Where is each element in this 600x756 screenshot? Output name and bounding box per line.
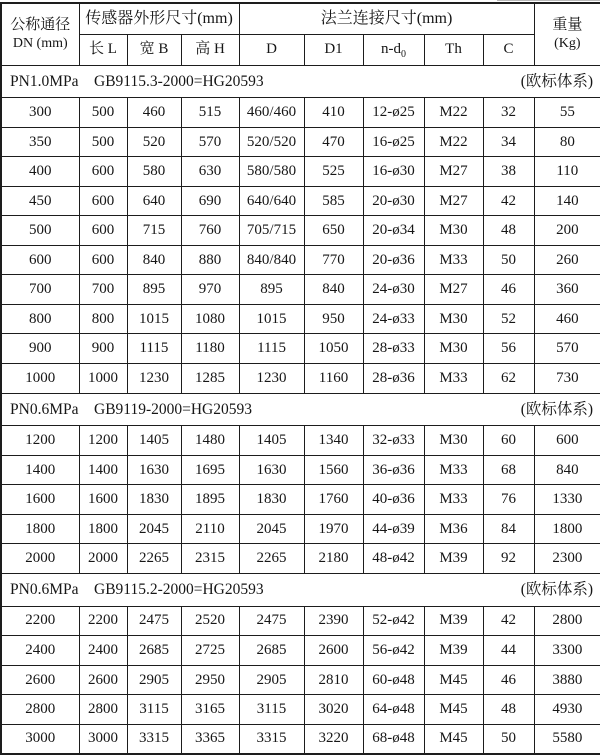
table-cell: 2685 bbox=[127, 636, 181, 666]
table-cell: 580 bbox=[127, 157, 181, 187]
standard-code-label: GB9115.3-2000=HG20593 bbox=[94, 72, 264, 90]
table-cell: 2950 bbox=[181, 665, 239, 695]
table-cell: 705/715 bbox=[239, 216, 304, 246]
table-cell: 770 bbox=[304, 245, 363, 275]
table-cell: M36 bbox=[424, 514, 483, 544]
table-cell: M45 bbox=[424, 724, 483, 754]
table-cell: 950 bbox=[304, 304, 363, 334]
table-cell: 2520 bbox=[181, 606, 239, 636]
table-row bbox=[1, 245, 600, 275]
table-cell: 900 bbox=[79, 334, 127, 364]
table-cell: 2800 bbox=[1, 695, 79, 725]
table-cell: 140 bbox=[534, 186, 600, 216]
table-body bbox=[1, 65, 600, 754]
standard-system-note: (欧标体系) bbox=[520, 581, 594, 599]
table-cell: 2265 bbox=[127, 544, 181, 574]
table-row bbox=[1, 98, 600, 128]
table-cell: 60-ø48 bbox=[363, 665, 424, 695]
table-cell: 44 bbox=[483, 636, 534, 666]
table-cell: 42 bbox=[483, 186, 534, 216]
table-cell: 1015 bbox=[239, 304, 304, 334]
table-cell: M27 bbox=[424, 186, 483, 216]
table-cell: 2045 bbox=[239, 514, 304, 544]
table-cell: 1560 bbox=[304, 455, 363, 485]
table-cell: 52 bbox=[483, 304, 534, 334]
table-cell: 1830 bbox=[127, 485, 181, 515]
table-cell: 1695 bbox=[181, 455, 239, 485]
table-cell: 500 bbox=[79, 127, 127, 157]
table-row bbox=[1, 636, 600, 666]
table-cell: 1080 bbox=[181, 304, 239, 334]
table-cell: 2180 bbox=[304, 544, 363, 574]
table-cell: 1400 bbox=[1, 455, 79, 485]
table-cell: 2000 bbox=[1, 544, 79, 574]
dn-unit-label: DN (mm) bbox=[12, 35, 68, 51]
header-row-subcolumns bbox=[1, 34, 600, 65]
table-cell: 715 bbox=[127, 216, 181, 246]
table-cell: 640/640 bbox=[239, 186, 304, 216]
n-d-subscript: 0 bbox=[401, 49, 407, 61]
table-cell: 2300 bbox=[534, 544, 600, 574]
table-cell: 3000 bbox=[1, 724, 79, 754]
table-cell: 2600 bbox=[1, 665, 79, 695]
table-cell: 50 bbox=[483, 245, 534, 275]
table-cell: 1285 bbox=[181, 363, 239, 393]
table-cell: 2265 bbox=[239, 544, 304, 574]
section-header-content bbox=[2, 580, 600, 599]
table-cell: 80 bbox=[534, 127, 600, 157]
table-cell: 2000 bbox=[79, 544, 127, 574]
table-cell: M39 bbox=[424, 606, 483, 636]
col-header-d1: D1 bbox=[304, 34, 363, 65]
sensor-dimensions-group-header: 传感器外形尺寸(mm) bbox=[79, 3, 239, 34]
standard-system-note: (欧标体系) bbox=[520, 400, 594, 418]
table-row bbox=[1, 186, 600, 216]
table-cell: 3220 bbox=[304, 724, 363, 754]
table-cell: 260 bbox=[534, 245, 600, 275]
table-row bbox=[1, 665, 600, 695]
table-cell: 800 bbox=[1, 304, 79, 334]
table-cell: 470 bbox=[304, 127, 363, 157]
table-cell: 1630 bbox=[239, 455, 304, 485]
table-cell: 1015 bbox=[127, 304, 181, 334]
table-cell: 20-ø30 bbox=[363, 186, 424, 216]
table-cell: 62 bbox=[483, 363, 534, 393]
table-cell: 1340 bbox=[304, 426, 363, 456]
col-header-c: C bbox=[483, 34, 534, 65]
flange-dimensions-group-header: 法兰连接尺寸(mm) bbox=[239, 3, 534, 34]
table-cell: 1330 bbox=[534, 485, 600, 515]
table-cell: 1405 bbox=[127, 426, 181, 456]
table-cell: 40-ø36 bbox=[363, 485, 424, 515]
table-cell: 4930 bbox=[534, 695, 600, 725]
table-row bbox=[1, 485, 600, 515]
table-cell: 16-ø25 bbox=[363, 127, 424, 157]
section-header-content bbox=[2, 72, 600, 91]
table-cell: M30 bbox=[424, 304, 483, 334]
table-cell: M33 bbox=[424, 455, 483, 485]
section-header-row bbox=[1, 65, 600, 98]
table-cell: 2725 bbox=[181, 636, 239, 666]
table-cell: 500 bbox=[1, 216, 79, 246]
table-cell: 2810 bbox=[304, 665, 363, 695]
table-cell: 64-ø48 bbox=[363, 695, 424, 725]
table-cell: 2390 bbox=[304, 606, 363, 636]
table-cell: 600 bbox=[79, 157, 127, 187]
weight-unit-label: (Kg) bbox=[554, 35, 581, 51]
table-cell: 600 bbox=[79, 186, 127, 216]
table-cell: 400 bbox=[1, 157, 79, 187]
table-cell: 970 bbox=[181, 275, 239, 305]
table-cell: 20-ø34 bbox=[363, 216, 424, 246]
table-cell: 2600 bbox=[79, 665, 127, 695]
table-cell: 800 bbox=[79, 304, 127, 334]
table-cell: 1180 bbox=[181, 334, 239, 364]
table-cell: 68-ø48 bbox=[363, 724, 424, 754]
table-cell: 12-ø25 bbox=[363, 98, 424, 128]
table-cell: 840 bbox=[534, 455, 600, 485]
table-cell: 1200 bbox=[1, 426, 79, 456]
table-cell: 16-ø30 bbox=[363, 157, 424, 187]
table-cell: M33 bbox=[424, 245, 483, 275]
table-cell: 2315 bbox=[181, 544, 239, 574]
header-row-groups bbox=[1, 3, 600, 34]
table-cell: 3165 bbox=[181, 695, 239, 725]
table-cell: 600 bbox=[79, 245, 127, 275]
table-cell: 3880 bbox=[534, 665, 600, 695]
table-cell: 44-ø39 bbox=[363, 514, 424, 544]
table-row bbox=[1, 695, 600, 725]
table-cell: 42 bbox=[483, 606, 534, 636]
table-cell: 1895 bbox=[181, 485, 239, 515]
pressure-rating-label: PN1.0MPa bbox=[10, 72, 79, 90]
table-cell: M22 bbox=[424, 127, 483, 157]
table-cell: 1970 bbox=[304, 514, 363, 544]
table-cell: 3365 bbox=[181, 724, 239, 754]
table-cell: 24-ø33 bbox=[363, 304, 424, 334]
table-cell: 520/520 bbox=[239, 127, 304, 157]
col-header-d: D bbox=[239, 34, 304, 65]
table-cell: 1800 bbox=[79, 514, 127, 544]
table-cell: 48 bbox=[483, 695, 534, 725]
table-cell: 1800 bbox=[534, 514, 600, 544]
table-cell: 48 bbox=[483, 216, 534, 246]
col-header-n-d0 bbox=[363, 34, 424, 65]
table-cell: 1830 bbox=[239, 485, 304, 515]
table-cell: 60 bbox=[483, 426, 534, 456]
table-cell: 110 bbox=[534, 157, 600, 187]
table-cell: 1230 bbox=[239, 363, 304, 393]
table-cell: 300 bbox=[1, 98, 79, 128]
table-cell: 1400 bbox=[79, 455, 127, 485]
table-cell: 600 bbox=[534, 426, 600, 456]
col-header-th: Th bbox=[424, 34, 483, 65]
table-cell: 1230 bbox=[127, 363, 181, 393]
section-header-cell bbox=[1, 393, 600, 426]
table-cell: 2475 bbox=[239, 606, 304, 636]
table-cell: 2400 bbox=[79, 636, 127, 666]
table-cell: 2110 bbox=[181, 514, 239, 544]
table-row bbox=[1, 455, 600, 485]
table-cell: 460 bbox=[127, 98, 181, 128]
section-header-cell bbox=[1, 65, 600, 98]
table-cell: 56-ø42 bbox=[363, 636, 424, 666]
table-cell: 84 bbox=[483, 514, 534, 544]
table-cell: M39 bbox=[424, 544, 483, 574]
table-cell: 730 bbox=[534, 363, 600, 393]
table-cell: 200 bbox=[534, 216, 600, 246]
table-cell: 410 bbox=[304, 98, 363, 128]
table-cell: 3115 bbox=[239, 695, 304, 725]
table-cell: 3315 bbox=[239, 724, 304, 754]
table-cell: 840 bbox=[127, 245, 181, 275]
table-cell: 900 bbox=[1, 334, 79, 364]
table-cell: 840/840 bbox=[239, 245, 304, 275]
standard-code-label: GB9115.2-2000=HG20593 bbox=[94, 581, 264, 599]
table-cell: 600 bbox=[79, 216, 127, 246]
table-cell: 2685 bbox=[239, 636, 304, 666]
table-cell: 520 bbox=[127, 127, 181, 157]
table-cell: 28-ø36 bbox=[363, 363, 424, 393]
table-cell: M45 bbox=[424, 665, 483, 695]
col-header-height: 高 H bbox=[181, 34, 239, 65]
table-cell: 2200 bbox=[1, 606, 79, 636]
table-cell: 1630 bbox=[127, 455, 181, 485]
table-cell: 895 bbox=[239, 275, 304, 305]
table-cell: 46 bbox=[483, 275, 534, 305]
table-row bbox=[1, 514, 600, 544]
table-cell: 38 bbox=[483, 157, 534, 187]
table-cell: 600 bbox=[1, 245, 79, 275]
section-header-content bbox=[2, 400, 600, 419]
table-cell: 50 bbox=[483, 724, 534, 754]
table-cell: 2800 bbox=[79, 695, 127, 725]
table-cell: 460/460 bbox=[239, 98, 304, 128]
table-row bbox=[1, 275, 600, 305]
section-header-row bbox=[1, 393, 600, 426]
table-cell: 1480 bbox=[181, 426, 239, 456]
table-cell: 460 bbox=[534, 304, 600, 334]
table-cell: M30 bbox=[424, 334, 483, 364]
table-cell: 2905 bbox=[127, 665, 181, 695]
table-cell: 1050 bbox=[304, 334, 363, 364]
table-cell: 1160 bbox=[304, 363, 363, 393]
col-header-length: 长 L bbox=[79, 34, 127, 65]
table-cell: 1405 bbox=[239, 426, 304, 456]
table-cell: 585 bbox=[304, 186, 363, 216]
table-cell: 525 bbox=[304, 157, 363, 187]
section-header-cell bbox=[1, 573, 600, 606]
table-row bbox=[1, 606, 600, 636]
table-cell: 3000 bbox=[79, 724, 127, 754]
table-cell: 32 bbox=[483, 98, 534, 128]
table-cell: 76 bbox=[483, 485, 534, 515]
table-cell: 1000 bbox=[1, 363, 79, 393]
table-cell: 1760 bbox=[304, 485, 363, 515]
table-cell: 650 bbox=[304, 216, 363, 246]
table-cell: 1115 bbox=[127, 334, 181, 364]
table-cell: 28-ø33 bbox=[363, 334, 424, 364]
table-cell: 48-ø42 bbox=[363, 544, 424, 574]
table-row bbox=[1, 127, 600, 157]
table-row bbox=[1, 216, 600, 246]
table-row bbox=[1, 157, 600, 187]
table-cell: 1800 bbox=[1, 514, 79, 544]
dn-column-header bbox=[1, 3, 79, 65]
table-cell: 570 bbox=[534, 334, 600, 364]
table-cell: 2905 bbox=[239, 665, 304, 695]
table-cell: 3300 bbox=[534, 636, 600, 666]
table-cell: 700 bbox=[1, 275, 79, 305]
table-cell: M45 bbox=[424, 695, 483, 725]
table-cell: 52-ø42 bbox=[363, 606, 424, 636]
table-cell: M27 bbox=[424, 157, 483, 187]
table-cell: 1600 bbox=[1, 485, 79, 515]
table-cell: 630 bbox=[181, 157, 239, 187]
table-cell: 24-ø30 bbox=[363, 275, 424, 305]
table-cell: 68 bbox=[483, 455, 534, 485]
table-cell: 1115 bbox=[239, 334, 304, 364]
table-cell: 350 bbox=[1, 127, 79, 157]
table-row bbox=[1, 363, 600, 393]
standard-code-label: GB9119-2000=HG20593 bbox=[94, 400, 252, 418]
table-cell: 3020 bbox=[304, 695, 363, 725]
table-cell: 840 bbox=[304, 275, 363, 305]
table-cell: 34 bbox=[483, 127, 534, 157]
table-cell: 2400 bbox=[1, 636, 79, 666]
weight-column-header bbox=[534, 3, 600, 65]
table-cell: M22 bbox=[424, 98, 483, 128]
table-cell: 20-ø36 bbox=[363, 245, 424, 275]
table-cell: 2800 bbox=[534, 606, 600, 636]
table-cell: 580/580 bbox=[239, 157, 304, 187]
table-cell: M30 bbox=[424, 216, 483, 246]
table-cell: 2200 bbox=[79, 606, 127, 636]
table-cell: 515 bbox=[181, 98, 239, 128]
flange-dimension-table bbox=[0, 2, 600, 755]
weight-label: 重量 bbox=[552, 17, 583, 34]
table-row bbox=[1, 544, 600, 574]
table-row bbox=[1, 426, 600, 456]
pressure-rating-label: PN0.6MPa bbox=[10, 400, 79, 418]
table-cell: 700 bbox=[79, 275, 127, 305]
table-cell: 32-ø33 bbox=[363, 426, 424, 456]
table-cell: 450 bbox=[1, 186, 79, 216]
table-cell: M39 bbox=[424, 636, 483, 666]
table-row bbox=[1, 724, 600, 754]
table-row bbox=[1, 304, 600, 334]
table-cell: 760 bbox=[181, 216, 239, 246]
table-cell: 36-ø36 bbox=[363, 455, 424, 485]
n-d-label: n-d bbox=[381, 41, 402, 58]
table-cell: M33 bbox=[424, 363, 483, 393]
table-cell: M27 bbox=[424, 275, 483, 305]
table-cell: 360 bbox=[534, 275, 600, 305]
standard-system-note: (欧标体系) bbox=[520, 72, 594, 90]
table-cell: 2045 bbox=[127, 514, 181, 544]
table-cell: 2475 bbox=[127, 606, 181, 636]
table-cell: 5580 bbox=[534, 724, 600, 754]
table-cell: 3115 bbox=[127, 695, 181, 725]
section-header-row bbox=[1, 573, 600, 606]
table-cell: 1200 bbox=[79, 426, 127, 456]
table-cell: 55 bbox=[534, 98, 600, 128]
table-cell: 92 bbox=[483, 544, 534, 574]
table-cell: 690 bbox=[181, 186, 239, 216]
table-header bbox=[1, 3, 600, 65]
table-cell: 46 bbox=[483, 665, 534, 695]
pressure-rating-label: PN0.6MPa bbox=[10, 581, 79, 599]
table-row bbox=[1, 334, 600, 364]
table-cell: 640 bbox=[127, 186, 181, 216]
table-cell: 3315 bbox=[127, 724, 181, 754]
table-cell: 2600 bbox=[304, 636, 363, 666]
table-cell: M30 bbox=[424, 426, 483, 456]
table-cell: 1600 bbox=[79, 485, 127, 515]
table-cell: 56 bbox=[483, 334, 534, 364]
table-cell: 1000 bbox=[79, 363, 127, 393]
table-cell: 500 bbox=[79, 98, 127, 128]
table-cell: 880 bbox=[181, 245, 239, 275]
dn-label: 公称通径 bbox=[10, 17, 71, 34]
col-header-width: 宽 B bbox=[127, 34, 181, 65]
table-cell: 895 bbox=[127, 275, 181, 305]
table-cell: M33 bbox=[424, 485, 483, 515]
table-cell: 570 bbox=[181, 127, 239, 157]
